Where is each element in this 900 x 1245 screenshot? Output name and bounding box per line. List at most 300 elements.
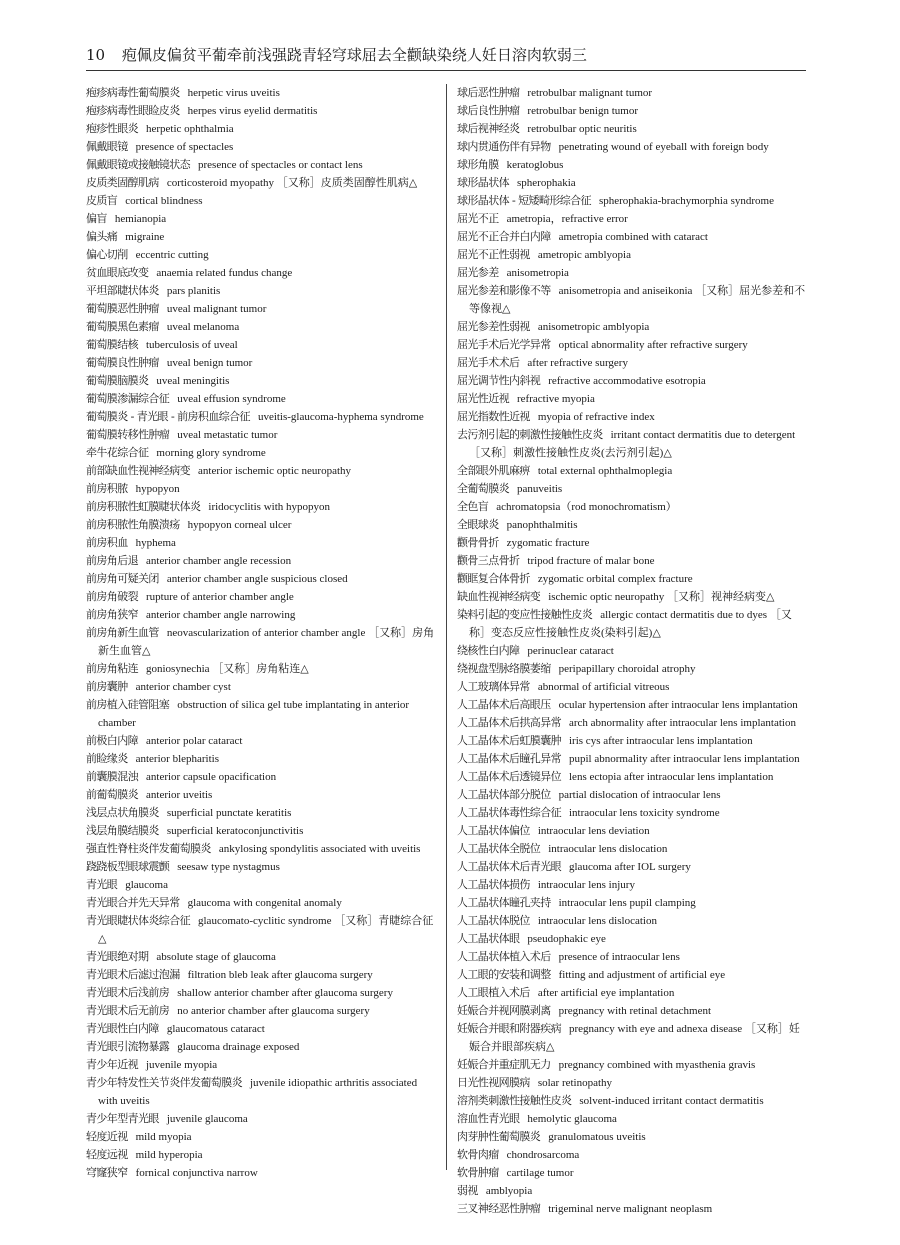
term-chinese: 去污剂引起的刺激性接触性皮炎 xyxy=(457,428,603,441)
term-english: ametropia combined with cataract xyxy=(558,231,708,243)
term-entry xyxy=(457,246,807,264)
term-entry xyxy=(457,408,807,426)
term-entry xyxy=(457,174,807,192)
term-entry xyxy=(86,462,436,480)
term-entry xyxy=(86,246,436,264)
term-english: allergic contact dermatitis due to dyes ［又称］变态反应性接触性皮炎(染料引起)△ xyxy=(469,609,792,639)
term-entry xyxy=(457,768,807,786)
term-chinese: 人工晶体术后瞳孔异常 xyxy=(457,752,561,765)
term-english: herpetic ophthalmia xyxy=(146,123,234,135)
term-entry xyxy=(457,876,807,894)
term-entry xyxy=(457,840,807,858)
term-english: hypopyon xyxy=(135,483,180,495)
term-chinese: 妊娠合并重症肌无力 xyxy=(457,1058,551,1071)
term-chinese: 全葡萄膜炎 xyxy=(457,482,509,495)
term-english: retrobulbar malignant tumor xyxy=(527,87,653,99)
term-chinese: 青少年型青光眼 xyxy=(86,1112,159,1125)
term-english: keratoglobus xyxy=(506,159,564,171)
term-chinese: 球内贯通伤伴有异物 xyxy=(457,140,551,153)
term-english: presence of spectacles xyxy=(135,141,234,153)
term-chinese: 葡萄膜结核 xyxy=(86,338,138,351)
term-english: intraocular lens injury xyxy=(537,879,635,891)
term-english: pregnancy combined with myasthenia gravis xyxy=(558,1059,756,1071)
term-chinese: 弱视 xyxy=(457,1184,478,1197)
term-english: perinuclear cataract xyxy=(527,645,614,657)
term-chinese: 全眼球炎 xyxy=(457,518,499,531)
term-chinese: 日光性视网膜病 xyxy=(457,1076,530,1089)
term-english: fitting and adjustment of artificial eye xyxy=(558,969,726,981)
term-english: irritant contact dermatitis due to detergent ［又称］刺激性接触性皮炎(去污剂引起)△ xyxy=(469,429,796,459)
term-english: pseudophakic eye xyxy=(527,933,606,945)
term-english: absolute stage of glaucoma xyxy=(156,951,276,963)
term-english: hyphema xyxy=(135,537,176,549)
term-english: mild myopia xyxy=(135,1131,192,1143)
term-entry xyxy=(86,858,436,876)
term-chinese: 浅层角膜结膜炎 xyxy=(86,824,159,837)
term-chinese: 皮质类固醇肌病 xyxy=(86,176,159,189)
term-entry xyxy=(457,912,807,930)
term-entry xyxy=(86,444,436,462)
term-chinese: 颧眶复合体骨折 xyxy=(457,572,530,585)
term-entry xyxy=(86,156,436,174)
term-chinese: 平坦部睫状体炎 xyxy=(86,284,159,297)
term-chinese: 颧骨骨折 xyxy=(457,536,499,549)
term-english: anterior chamber angle recession xyxy=(146,555,292,567)
term-english: hemolytic glaucoma xyxy=(527,1113,617,1125)
term-english: ocular hypertension after intraocular lens implantation xyxy=(558,699,798,711)
term-chinese: 妊娠合并视网膜剥离 xyxy=(457,1004,551,1017)
term-entry xyxy=(457,372,807,390)
term-english: glaucoma after IOL surgery xyxy=(569,861,691,873)
term-chinese: 全部眼外肌麻痹 xyxy=(457,464,530,477)
term-english: amblyopia xyxy=(485,1185,533,1197)
term-chinese: 人工晶状体毒性综合征 xyxy=(457,806,561,819)
term-english: uveal metastatic tumor xyxy=(177,429,278,441)
page-number: 10 xyxy=(86,46,106,64)
term-entry xyxy=(86,750,436,768)
term-chinese: 葡萄膜炎 - 青光眼 - 前房积血综合征 xyxy=(86,410,250,423)
term-chinese: 疱疹病毒性眼睑皮炎 xyxy=(86,104,180,117)
term-entry xyxy=(457,966,807,984)
term-entry xyxy=(86,210,436,228)
term-entry xyxy=(457,804,807,822)
term-entry xyxy=(86,678,436,696)
term-chinese: 前极白内障 xyxy=(86,734,138,747)
term-entry xyxy=(457,228,807,246)
term-chinese: 前房角破裂 xyxy=(86,590,138,603)
right-column xyxy=(457,84,807,1218)
term-english: myopia of refractive index xyxy=(537,411,655,423)
term-chinese: 屈光不正 xyxy=(457,212,499,225)
term-chinese: 前房角后退 xyxy=(86,554,138,567)
term-chinese: 染料引起的变应性接触性皮炎 xyxy=(457,608,593,621)
term-english: anterior uveitis xyxy=(146,789,213,801)
term-entry xyxy=(457,1128,807,1146)
term-chinese: 人工晶状体全脱位 xyxy=(457,842,541,855)
term-chinese: 强直性脊柱炎伴发葡萄膜炎 xyxy=(86,842,211,855)
term-chinese: 前房角可疑关闭 xyxy=(86,572,159,585)
term-english: goniosynechia ［又称］房角粘连△ xyxy=(146,663,309,675)
term-english: pupil abnormality after intraocular lens implantation xyxy=(569,753,800,765)
term-entry xyxy=(86,822,436,840)
term-english: spherophakia-brachymorphia syndrome xyxy=(598,195,774,207)
term-english: anterior chamber angle suspicious closed xyxy=(166,573,348,585)
term-english: glaucomatous cataract xyxy=(166,1023,265,1035)
term-entry xyxy=(457,156,807,174)
term-english: solar retinopathy xyxy=(537,1077,613,1089)
term-entry xyxy=(457,606,807,642)
term-chinese: 妊娠合并眼和附器疾病 xyxy=(457,1022,561,1035)
term-english: anterior blepharitis xyxy=(135,753,219,765)
term-chinese: 球后良性肿瘤 xyxy=(457,104,520,117)
term-entry xyxy=(86,804,436,822)
term-chinese: 人工晶体术后拱高异常 xyxy=(457,716,561,729)
term-entry xyxy=(86,984,436,1002)
term-entry xyxy=(457,1182,807,1200)
term-english: ischemic optic neuropathy ［又称］视神经病变△ xyxy=(548,591,775,603)
term-chinese: 佩戴眼镜 xyxy=(86,140,128,153)
term-chinese: 屈光不正合并白内障 xyxy=(457,230,551,243)
term-chinese: 软骨肉瘤 xyxy=(457,1148,499,1161)
term-entry xyxy=(86,336,436,354)
term-chinese: 绕视盘型脉络膜萎缩 xyxy=(457,662,551,675)
term-english: intraocular lens toxicity syndrome xyxy=(569,807,720,819)
term-entry xyxy=(86,354,436,372)
term-entry xyxy=(86,516,436,534)
term-entry xyxy=(457,534,807,552)
term-chinese: 人工晶状体植入术后 xyxy=(457,950,551,963)
term-chinese: 屈光参差性弱视 xyxy=(457,320,530,333)
term-english: cortical blindness xyxy=(125,195,203,207)
term-chinese: 屈光调节性内斜视 xyxy=(457,374,541,387)
term-entry xyxy=(86,372,436,390)
term-entry xyxy=(457,1146,807,1164)
term-chinese: 偏头痛 xyxy=(86,230,118,243)
term-entry xyxy=(86,786,436,804)
term-english: zygomatic fracture xyxy=(506,537,590,549)
term-entry xyxy=(457,894,807,912)
term-entry xyxy=(457,1002,807,1020)
term-chinese: 前葡萄膜炎 xyxy=(86,788,138,801)
term-english: herpes virus eyelid dermatitis xyxy=(187,105,318,117)
term-chinese: 葡萄膜转移性肿瘤 xyxy=(86,428,170,441)
term-chinese: 人工晶状体脱位 xyxy=(457,914,530,927)
term-chinese: 全色盲 xyxy=(457,500,489,513)
term-english: anterior capsule opacification xyxy=(146,771,277,783)
term-english: fornical conjunctiva narrow xyxy=(135,1167,258,1179)
term-english: pregnancy with eye and adnexa disease ［又称］妊娠合并眼部疾病△ xyxy=(469,1023,800,1053)
term-chinese: 软骨肿瘤 xyxy=(457,1166,499,1179)
term-entry xyxy=(457,984,807,1002)
term-chinese: 球后恶性肿瘤 xyxy=(457,86,520,99)
running-title: 疱佩皮偏贫平葡牵前浅强跷青轻穹球屈去全颧缺染绕人妊日溶肉软弱三 xyxy=(121,46,587,64)
term-english: glaucoma with congenital anomaly xyxy=(187,897,342,909)
term-english: tripod fracture of malar bone xyxy=(527,555,655,567)
term-entry xyxy=(86,1164,436,1182)
term-entry xyxy=(457,570,807,588)
term-english: filtration bleb leak after glaucoma surgery xyxy=(187,969,373,981)
term-english: intraocular lens pupil clamping xyxy=(558,897,696,909)
term-english: retrobulbar optic neuritis xyxy=(527,123,637,135)
term-chinese: 青少年近视 xyxy=(86,1058,138,1071)
term-english: total external ophthalmoplegia xyxy=(537,465,673,477)
term-chinese: 葡萄膜良性肿瘤 xyxy=(86,356,159,369)
term-entry xyxy=(86,1146,436,1164)
term-entry xyxy=(86,696,436,732)
term-english: migraine xyxy=(125,231,165,243)
term-english: panophthalmitis xyxy=(506,519,578,531)
term-entry xyxy=(86,408,436,426)
term-entry xyxy=(86,768,436,786)
term-english: seesaw type nystagmus xyxy=(177,861,280,873)
term-entry xyxy=(457,696,807,714)
header-rule xyxy=(86,70,806,71)
term-english: lens ectopia after intraocular lens implantation xyxy=(569,771,774,783)
term-entry xyxy=(457,282,807,318)
term-chinese: 人工晶状体偏位 xyxy=(457,824,530,837)
term-chinese: 肉芽肿性葡萄膜炎 xyxy=(457,1130,541,1143)
term-entry xyxy=(86,1002,436,1020)
term-entry xyxy=(457,786,807,804)
term-entry xyxy=(457,1020,807,1056)
term-entry xyxy=(86,1038,436,1056)
term-entry xyxy=(86,1056,436,1074)
left-column xyxy=(86,84,436,1182)
term-chinese: 轻度近视 xyxy=(86,1130,128,1143)
term-chinese: 人工晶体术后高眼压 xyxy=(457,698,551,711)
term-english: uveal melanoma xyxy=(166,321,240,333)
term-chinese: 前房积脓性角膜溃疡 xyxy=(86,518,180,531)
term-english: peripapillary choroidal atrophy xyxy=(558,663,696,675)
term-entry xyxy=(457,354,807,372)
running-header xyxy=(86,42,806,68)
term-chinese: 青光眼引流物暴露 xyxy=(86,1040,170,1053)
term-entry xyxy=(457,210,807,228)
term-chinese: 人工眼的安装和调整 xyxy=(457,968,551,981)
term-english: anisometropic amblyopia xyxy=(537,321,650,333)
term-chinese: 葡萄膜渗漏综合征 xyxy=(86,392,170,405)
term-english: tuberculosis of uveal xyxy=(146,339,238,351)
term-entry xyxy=(457,588,807,606)
term-entry xyxy=(86,1020,436,1038)
term-english: refractive accommodative esotropia xyxy=(548,375,706,387)
term-english: intraocular lens dislocation xyxy=(537,915,657,927)
term-english: achromatopsia（rod monochromatism） xyxy=(496,501,677,513)
term-chinese: 浅层点状角膜炎 xyxy=(86,806,159,819)
term-entry xyxy=(457,948,807,966)
term-entry xyxy=(457,516,807,534)
term-entry xyxy=(457,1092,807,1110)
term-chinese: 偏心切削 xyxy=(86,248,128,261)
term-english: abnormal of artificial vitreous xyxy=(537,681,670,693)
term-chinese: 前房囊肿 xyxy=(86,680,128,693)
term-english: after artificial eye implantation xyxy=(537,987,675,999)
term-english: glaucoma drainage exposed xyxy=(177,1041,300,1053)
column-divider xyxy=(446,84,447,1170)
term-chinese: 葡萄膜黑色素瘤 xyxy=(86,320,159,333)
term-entry xyxy=(457,462,807,480)
term-entry xyxy=(457,642,807,660)
term-entry xyxy=(86,912,436,948)
term-entry xyxy=(86,570,436,588)
term-english: iris cys after intraocular lens implantation xyxy=(569,735,753,747)
term-english: uveal benign tumor xyxy=(166,357,253,369)
term-entry xyxy=(86,498,436,516)
term-entry xyxy=(457,498,807,516)
term-english: optical abnormality after refractive surgery xyxy=(558,339,748,351)
term-english: after refractive surgery xyxy=(527,357,628,369)
term-entry xyxy=(457,1164,807,1182)
term-english: uveitis-glaucoma-hyphema syndrome xyxy=(257,411,424,423)
term-english: juvenile glaucoma xyxy=(166,1113,248,1125)
term-chinese: 颧骨三点骨折 xyxy=(457,554,520,567)
term-english: morning glory syndrome xyxy=(156,447,266,459)
term-entry xyxy=(457,660,807,678)
term-english: arch abnormality after intraocular lens implantation xyxy=(569,717,796,729)
term-chinese: 青光眼睫状体炎综合征 xyxy=(86,914,190,927)
term-chinese: 前房积脓 xyxy=(86,482,128,495)
term-chinese: 青光眼术后滤过泡漏 xyxy=(86,968,180,981)
term-chinese: 跷跷板型眼球震颤 xyxy=(86,860,170,873)
term-entry xyxy=(86,192,436,210)
term-chinese: 前房角粘连 xyxy=(86,662,138,675)
term-english: uveal malignant tumor xyxy=(166,303,267,315)
term-entry xyxy=(86,894,436,912)
term-chinese: 三叉神经恶性肿瘤 xyxy=(457,1202,541,1215)
term-chinese: 球形晶状体 xyxy=(457,176,509,189)
term-entry xyxy=(457,714,807,732)
term-chinese: 牵牛花综合征 xyxy=(86,446,149,459)
term-english: iridocyclitis with hypopyon xyxy=(208,501,331,513)
term-entry xyxy=(86,1110,436,1128)
term-english: juvenile myopia xyxy=(146,1059,218,1071)
term-entry xyxy=(457,480,807,498)
term-english: corticosteroid myopathy ［又称］皮质类固醇性肌病△ xyxy=(166,177,418,189)
term-chinese: 屈光手术术后 xyxy=(457,356,520,369)
term-chinese: 屈光性近视 xyxy=(457,392,509,405)
term-chinese: 绕核性白内障 xyxy=(457,644,520,657)
term-english: glaucoma xyxy=(125,879,168,891)
term-chinese: 前房积脓性虹膜睫状体炎 xyxy=(86,500,201,513)
term-chinese: 人工眼植入术后 xyxy=(457,986,530,999)
term-entry xyxy=(86,174,436,192)
term-english: anterior polar cataract xyxy=(146,735,243,747)
term-chinese: 青光眼性白内障 xyxy=(86,1022,159,1035)
term-english: juvenile idiopathic arthritis associated with uveitis xyxy=(98,1077,418,1107)
term-entry xyxy=(457,1056,807,1074)
term-entry xyxy=(86,624,436,660)
term-entry xyxy=(86,606,436,624)
term-english: solvent-induced irritant contact dermatitis xyxy=(579,1095,764,1107)
term-entry xyxy=(86,660,436,678)
term-entry xyxy=(86,552,436,570)
term-english: panuveitis xyxy=(517,483,563,495)
term-chinese: 溶血性青光眼 xyxy=(457,1112,520,1125)
term-english: uveal effusion syndrome xyxy=(177,393,286,405)
term-chinese: 屈光手术后光学异常 xyxy=(457,338,551,351)
term-entry xyxy=(457,930,807,948)
term-chinese: 葡萄膜脑膜炎 xyxy=(86,374,149,387)
term-chinese: 前房积血 xyxy=(86,536,128,549)
term-entry xyxy=(86,282,436,300)
term-entry xyxy=(86,300,436,318)
term-chinese: 球形角膜 xyxy=(457,158,499,171)
term-chinese: 人工晶状体眼 xyxy=(457,932,520,945)
term-chinese: 屈光不正性弱视 xyxy=(457,248,530,261)
term-english: ankylosing spondylitis associated with uveitis xyxy=(218,843,421,855)
term-entry xyxy=(86,534,436,552)
term-english: mild hyperopia xyxy=(135,1149,203,1161)
term-chinese: 前睑缘炎 xyxy=(86,752,128,765)
term-entry xyxy=(86,876,436,894)
term-english: glaucomato-cyclitic syndrome ［又称］青睫综合征△ xyxy=(98,915,434,945)
term-chinese: 葡萄膜恶性肿瘤 xyxy=(86,302,159,315)
term-english: anisometropia and aniseikonia ［又称］屈光参差和不等像视△ xyxy=(469,285,806,315)
term-english: superficial punctate keratitis xyxy=(166,807,292,819)
term-entry xyxy=(86,138,436,156)
term-entry xyxy=(457,858,807,876)
term-entry xyxy=(86,102,436,120)
term-entry xyxy=(86,390,436,408)
term-english: granulomatous uveitis xyxy=(548,1131,646,1143)
term-chinese: 前房植入硅管阻塞 xyxy=(86,698,170,711)
term-entry xyxy=(457,336,807,354)
term-entry xyxy=(86,228,436,246)
term-english: uveal meningitis xyxy=(156,375,230,387)
term-chinese: 青少年特发性关节炎伴发葡萄膜炎 xyxy=(86,1076,242,1089)
term-chinese: 球形晶状体 - 短矮畸形综合征 xyxy=(457,194,591,207)
term-english: ametropic amblyopia xyxy=(537,249,631,261)
term-chinese: 青光眼绝对期 xyxy=(86,950,149,963)
term-chinese: 疱疹病毒性葡萄膜炎 xyxy=(86,86,180,99)
term-chinese: 前房角狭窄 xyxy=(86,608,138,621)
term-english: anterior chamber cyst xyxy=(135,681,231,693)
term-english: no anterior chamber after glaucoma surgery xyxy=(177,1005,370,1017)
term-chinese: 缺血性视神经病变 xyxy=(457,590,541,603)
term-entry xyxy=(457,1110,807,1128)
term-entry xyxy=(457,732,807,750)
term-entry xyxy=(86,426,436,444)
term-english: shallow anterior chamber after glaucoma surgery xyxy=(177,987,393,999)
term-chinese: 人工晶体术后虹膜囊肿 xyxy=(457,734,561,747)
term-english: zygomatic orbital complex fracture xyxy=(537,573,693,585)
term-entry xyxy=(457,192,807,210)
term-entry xyxy=(86,588,436,606)
term-chinese: 前囊膜混浊 xyxy=(86,770,138,783)
term-entry xyxy=(86,732,436,750)
term-entry xyxy=(86,1074,436,1110)
term-entry xyxy=(457,552,807,570)
term-entry xyxy=(457,102,807,120)
term-entry xyxy=(457,1200,807,1218)
term-chinese: 青光眼 xyxy=(86,878,118,891)
term-english: retrobulbar benign tumor xyxy=(527,105,638,117)
term-entry xyxy=(457,138,807,156)
term-english: herpetic virus uveitis xyxy=(187,87,280,99)
term-entry xyxy=(457,264,807,282)
term-entry xyxy=(86,318,436,336)
term-entry xyxy=(457,390,807,408)
term-entry xyxy=(457,678,807,696)
term-entry xyxy=(86,1128,436,1146)
term-chinese: 穹窿狭窄 xyxy=(86,1166,128,1179)
term-entry xyxy=(457,750,807,768)
term-chinese: 人工晶状体术后青光眼 xyxy=(457,860,561,873)
term-english: spherophakia xyxy=(517,177,576,189)
term-chinese: 人工晶体术后透镜异位 xyxy=(457,770,561,783)
term-chinese: 疱疹性眼炎 xyxy=(86,122,138,135)
term-english: trigeminal nerve malignant neoplasm xyxy=(548,1203,713,1215)
